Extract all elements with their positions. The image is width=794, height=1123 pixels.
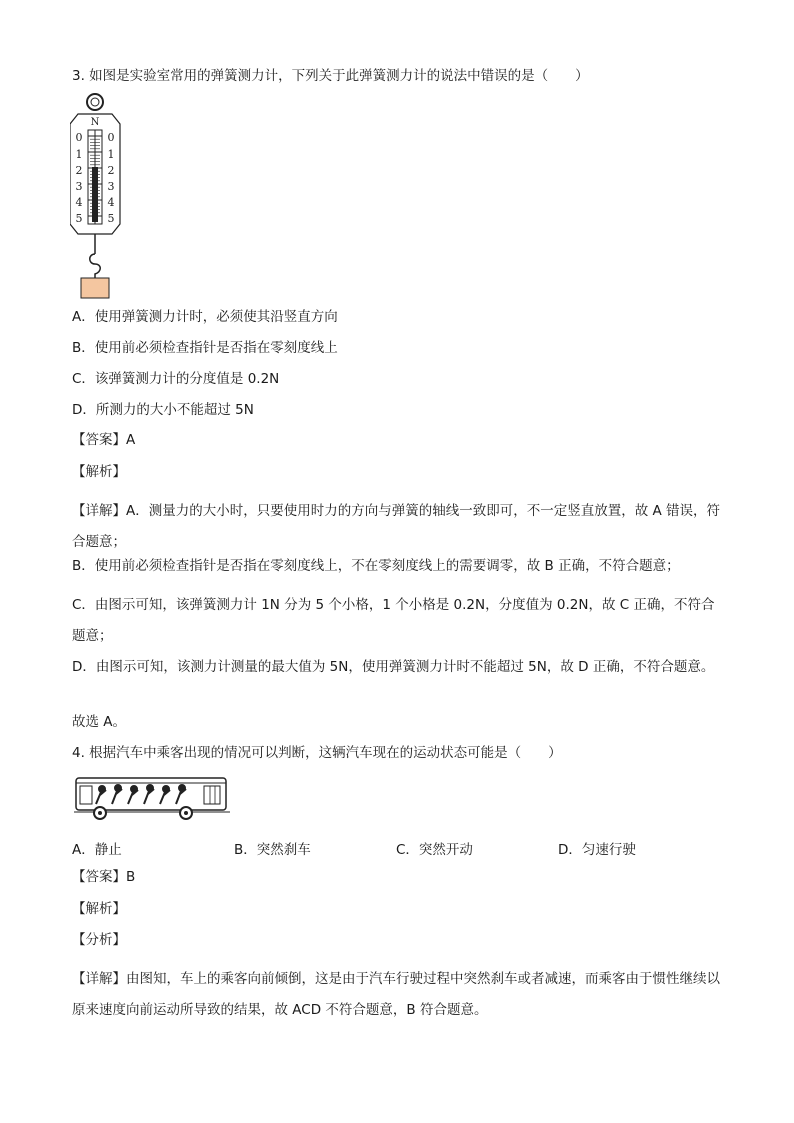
q3-option-b: B．使用前必须检查指针是否指在零刻度线上 bbox=[72, 340, 338, 356]
right-scale-2: 2 bbox=[107, 164, 115, 177]
right-scale-3: 3 bbox=[107, 180, 115, 193]
q3-option-a: A．使用弹簧测力计时，必须使其沿竖直方向 bbox=[72, 309, 338, 325]
bus-figure bbox=[74, 774, 230, 822]
right-scale-5: 5 bbox=[107, 212, 115, 225]
q3-detail-a bbox=[72, 496, 724, 558]
left-scale-2: 2 bbox=[75, 164, 83, 177]
q3-detail-d: D．由图示可知，该测力计测量的最大值为 5N，使用弹簧测力计时不能超过 5N，故 D 正确，不符合题意。 bbox=[72, 659, 715, 675]
detail-tag: 【详解】 bbox=[72, 971, 126, 987]
spring-scale-figure bbox=[70, 92, 130, 302]
left-scale-5: 5 bbox=[75, 212, 83, 225]
hanging-ring bbox=[87, 94, 103, 110]
right-scale-1: 1 bbox=[107, 148, 115, 161]
q4-detail-text: 由图知，车上的乘客向前倾倒，这是由于汽车行驶过程中突然刹车或者减速，而乘客由于惯性继续以原来速度向前运动所导致的结果，故 ACD 不符合题意，B 符合题意。 bbox=[72, 971, 720, 1018]
q3-conclusion: 故选 A。 bbox=[72, 714, 127, 730]
q3-analysis-tag: 【解析】 bbox=[72, 464, 126, 480]
left-scale-4: 4 bbox=[75, 196, 83, 209]
left-scale-0: 0 bbox=[75, 131, 83, 144]
q4-analysis-tag: 【解析】 bbox=[72, 901, 126, 917]
left-scale-3: 3 bbox=[75, 180, 83, 193]
q3-detail-c: C．由图示可知，该弹簧测力计 1N 分为 5 个小格，1 个小格是 0.2N，分度值为 0.2N，故 C 正确，不符合题意； bbox=[72, 597, 715, 644]
right-scale-0: 0 bbox=[107, 131, 115, 144]
q3-option-c: C．该弹簧测力计的分度值是 0.2N bbox=[72, 371, 280, 387]
detail-tag: 【详解】 bbox=[72, 503, 126, 519]
q4-stem: 4. 根据汽车中乘客出现的情况可以判断，这辆汽车现在的运动状态可能是（ ） bbox=[72, 745, 562, 761]
q3-answer: A bbox=[126, 432, 136, 448]
q4-detail bbox=[72, 964, 724, 1026]
left-scale-1: 1 bbox=[75, 148, 83, 161]
q3-detail-a-text: A．测量力的大小时，只要使用时力的方向与弹簧的轴线一致即可，不一定竖直放置，故 A 错误，符合题意； bbox=[72, 503, 721, 550]
unit-label: N bbox=[90, 117, 100, 128]
answer-tag: 【答案】 bbox=[72, 869, 126, 885]
q3-stem: 3. 如图是实验室常用的弹簧测力计，下列关于此弹簧测力计的说法中错误的是（ ） bbox=[72, 68, 589, 84]
hook bbox=[90, 254, 101, 278]
q3-option-d: D．所测力的大小不能超过 5N bbox=[72, 402, 254, 418]
q4-answer: B bbox=[126, 869, 136, 885]
q3-answer-line bbox=[72, 432, 724, 448]
q4-option-b: B．突然刹车 bbox=[234, 842, 311, 858]
answer-tag: 【答案】 bbox=[72, 432, 126, 448]
q4-option-c: C．突然开动 bbox=[396, 842, 473, 858]
right-scale-4: 4 bbox=[107, 196, 115, 209]
weight-block bbox=[81, 278, 109, 298]
q4-option-d: D．匀速行驶 bbox=[558, 842, 636, 858]
q4-answer-line bbox=[72, 869, 724, 885]
q3-detail-b: B．使用前必须检查指针是否指在零刻度线上，不在零刻度线上的需要调零，故 B 正确，不符合题意； bbox=[72, 558, 680, 574]
q4-fenxi-tag: 【分析】 bbox=[72, 932, 126, 948]
q4-option-a: A．静止 bbox=[72, 842, 122, 858]
scale-pointer bbox=[92, 167, 98, 222]
